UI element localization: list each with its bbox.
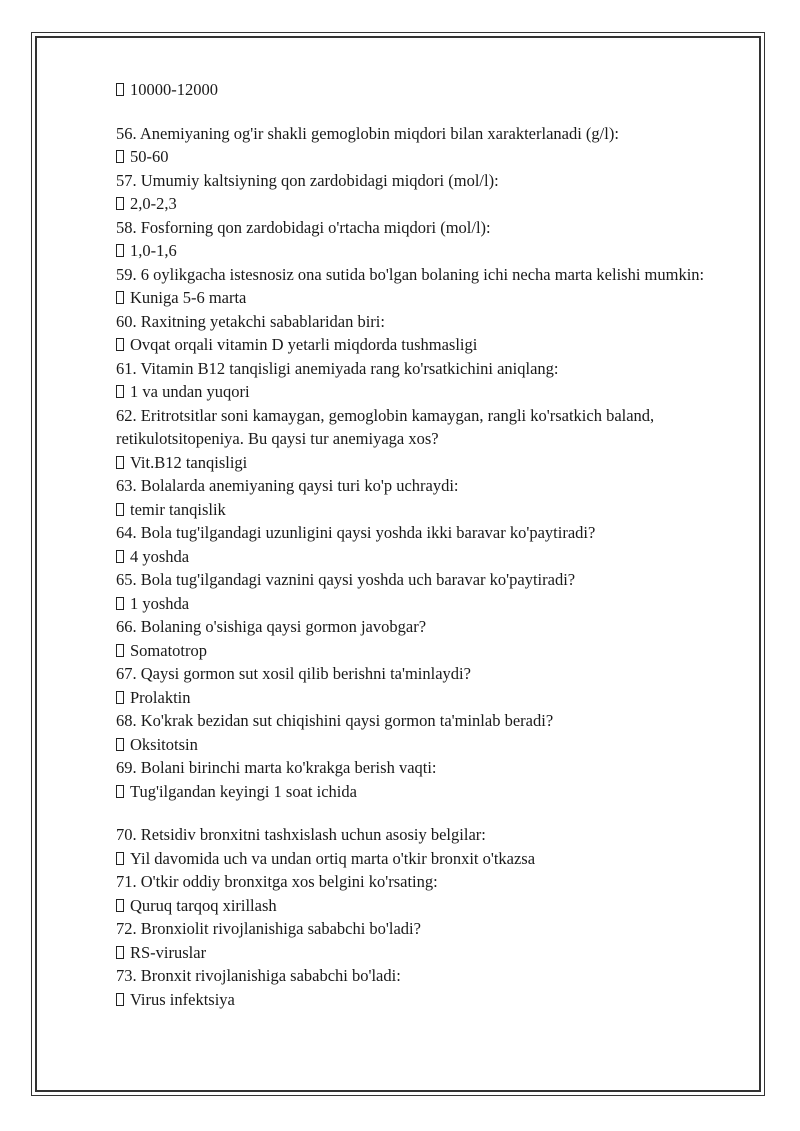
document-body	[116, 78, 736, 1011]
paragraph-gap	[116, 102, 736, 122]
answer-line	[116, 686, 736, 710]
answer-line	[116, 78, 736, 102]
question-text: 58. Fosforning qon zardobidagi o'rtacha miqdori (mol/l):	[116, 217, 491, 237]
question-text: 68. Ko'krak bezidan sut chiqishini qaysi gormon ta'minlab beradi?	[116, 711, 554, 730]
question-text: 63. Bolalarda anemiyaning qaysi turi ko'p uchraydi:	[116, 476, 459, 495]
answer-text: RS-viruslar	[130, 942, 207, 962]
question-text: 72. Bronxiolit rivojlanishiga sababchi bo'ladi?	[116, 919, 421, 938]
checkbox-glyph-icon	[116, 338, 124, 351]
checkbox-glyph-icon	[116, 550, 124, 563]
question-line	[116, 357, 736, 381]
answer-line	[116, 380, 736, 404]
checkbox-glyph-icon	[116, 852, 124, 865]
question-line	[116, 709, 736, 733]
question-line	[116, 870, 736, 894]
answer-line	[116, 941, 736, 965]
checkbox-glyph-icon	[116, 385, 124, 398]
answer-line	[116, 894, 736, 918]
answer-line	[116, 545, 736, 569]
question-text: 70. Retsidiv bronxitni tashxislash uchun asosiy belgilar:	[116, 825, 486, 844]
checkbox-glyph-icon	[116, 503, 124, 516]
question-text: 69. Bolani birinchi marta ko'krakga berish vaqti:	[116, 758, 437, 777]
answer-text: 1 yoshda	[130, 593, 190, 613]
answer-text: Somatotrop	[130, 640, 207, 660]
question-line	[116, 404, 736, 451]
question-line	[116, 615, 736, 639]
question-line	[116, 756, 736, 780]
checkbox-glyph-icon	[116, 785, 124, 798]
question-text: 61. Vitamin B12 tanqisligi anemiyada rang ko'rsatkichini aniqlang:	[116, 358, 559, 378]
answer-line	[116, 451, 736, 475]
answer-line	[116, 286, 736, 310]
question-text: 57. Umumiy kaltsiyning qon zardobidagi miqdori (mol/l):	[116, 170, 499, 190]
question-line	[116, 917, 736, 941]
checkbox-glyph-icon	[116, 197, 124, 210]
answer-line	[116, 333, 736, 357]
answer-line	[116, 847, 736, 871]
answer-line	[116, 780, 736, 804]
question-line	[116, 823, 736, 847]
question-text: 65. Bola tug'ilgandagi vaznini qaysi yoshda uch baravar ko'paytiradi?	[116, 570, 576, 589]
checkbox-glyph-icon	[116, 244, 124, 257]
checkbox-glyph-icon	[116, 83, 124, 96]
checkbox-glyph-icon	[116, 597, 124, 610]
question-text: 66. Bolaning o'sishiga qaysi gormon javobgar?	[116, 617, 427, 636]
checkbox-glyph-icon	[116, 993, 124, 1006]
answer-text: 10000-12000	[130, 80, 218, 99]
question-line	[116, 662, 736, 686]
question-line	[116, 964, 736, 988]
answer-line	[116, 592, 736, 616]
answer-line	[116, 192, 736, 216]
answer-line	[116, 639, 736, 663]
question-line	[116, 474, 736, 498]
question-line	[116, 216, 736, 240]
question-line	[116, 263, 736, 287]
answer-text: Prolaktin	[130, 687, 191, 707]
answer-text: Oksitotsin	[130, 734, 198, 754]
answer-text: Vit.B12 tanqisligi	[130, 452, 248, 472]
question-line	[116, 310, 736, 334]
checkbox-glyph-icon	[116, 738, 124, 751]
answer-line	[116, 988, 736, 1012]
checkbox-glyph-icon	[116, 946, 124, 959]
answer-line	[116, 145, 736, 169]
answer-line	[116, 733, 736, 757]
question-text: 62. Eritrotsitlar soni kamaygan, gemoglobin kamaygan, rangli ko'rsatkich baland, retikulotsitopeniya. Bu qaysi tur anemiyaga xos?	[116, 405, 659, 448]
answer-text: Ovqat orqali vitamin D yetarli miqdorda tushmasligi	[130, 335, 478, 354]
answer-text: 2,0-2,3	[130, 194, 177, 213]
question-text: 73. Bronxit rivojlanishiga sababchi bo'ladi:	[116, 966, 401, 985]
answer-text: temir tanqislik	[130, 499, 226, 519]
question-line	[116, 122, 736, 146]
question-line	[116, 568, 736, 592]
question-text: 71. O'tkir oddiy bronxitga xos belgini ko'rsating:	[116, 872, 438, 891]
checkbox-glyph-icon	[116, 899, 124, 912]
checkbox-glyph-icon	[116, 691, 124, 704]
question-text: 64. Bola tug'ilgandagi uzunligini qaysi yoshda ikki baravar ko'paytiradi?	[116, 523, 596, 542]
question-text: 59. 6 oylikgacha istesnosiz ona sutida bo'lgan bolaning ichi necha marta kelishi mumkin:	[116, 264, 705, 284]
answer-text: 50-60	[130, 147, 169, 166]
paragraph-gap	[116, 803, 736, 823]
answer-text: Quruq tarqoq xirillash	[130, 895, 277, 915]
answer-text: Yil davomida uch va undan ortiq marta o'tkir bronxit o'tkazsa	[130, 848, 536, 868]
answer-text: 4 yoshda	[130, 546, 190, 566]
answer-text: 1 va undan yuqori	[130, 382, 250, 401]
answer-line	[116, 498, 736, 522]
question-line	[116, 521, 736, 545]
question-line	[116, 169, 736, 193]
checkbox-glyph-icon	[116, 291, 124, 304]
question-text: 60. Raxitning yetakchi sabablaridan biri:	[116, 311, 385, 331]
answer-text: Tug'ilgandan keyingi 1 soat ichida	[130, 781, 357, 801]
checkbox-glyph-icon	[116, 456, 124, 469]
answer-text: Virus infektsiya	[130, 989, 235, 1009]
answer-text: 1,0-1,6	[130, 241, 177, 260]
checkbox-glyph-icon	[116, 150, 124, 163]
question-text: 56. Anemiyaning og'ir shakli gemoglobin miqdori bilan xarakterlanadi (g/l):	[116, 123, 619, 143]
checkbox-glyph-icon	[116, 644, 124, 657]
answer-text: Kuniga 5-6 marta	[130, 288, 247, 307]
question-text: 67. Qaysi gormon sut xosil qilib berishni ta'minlaydi?	[116, 664, 471, 683]
answer-line	[116, 239, 736, 263]
